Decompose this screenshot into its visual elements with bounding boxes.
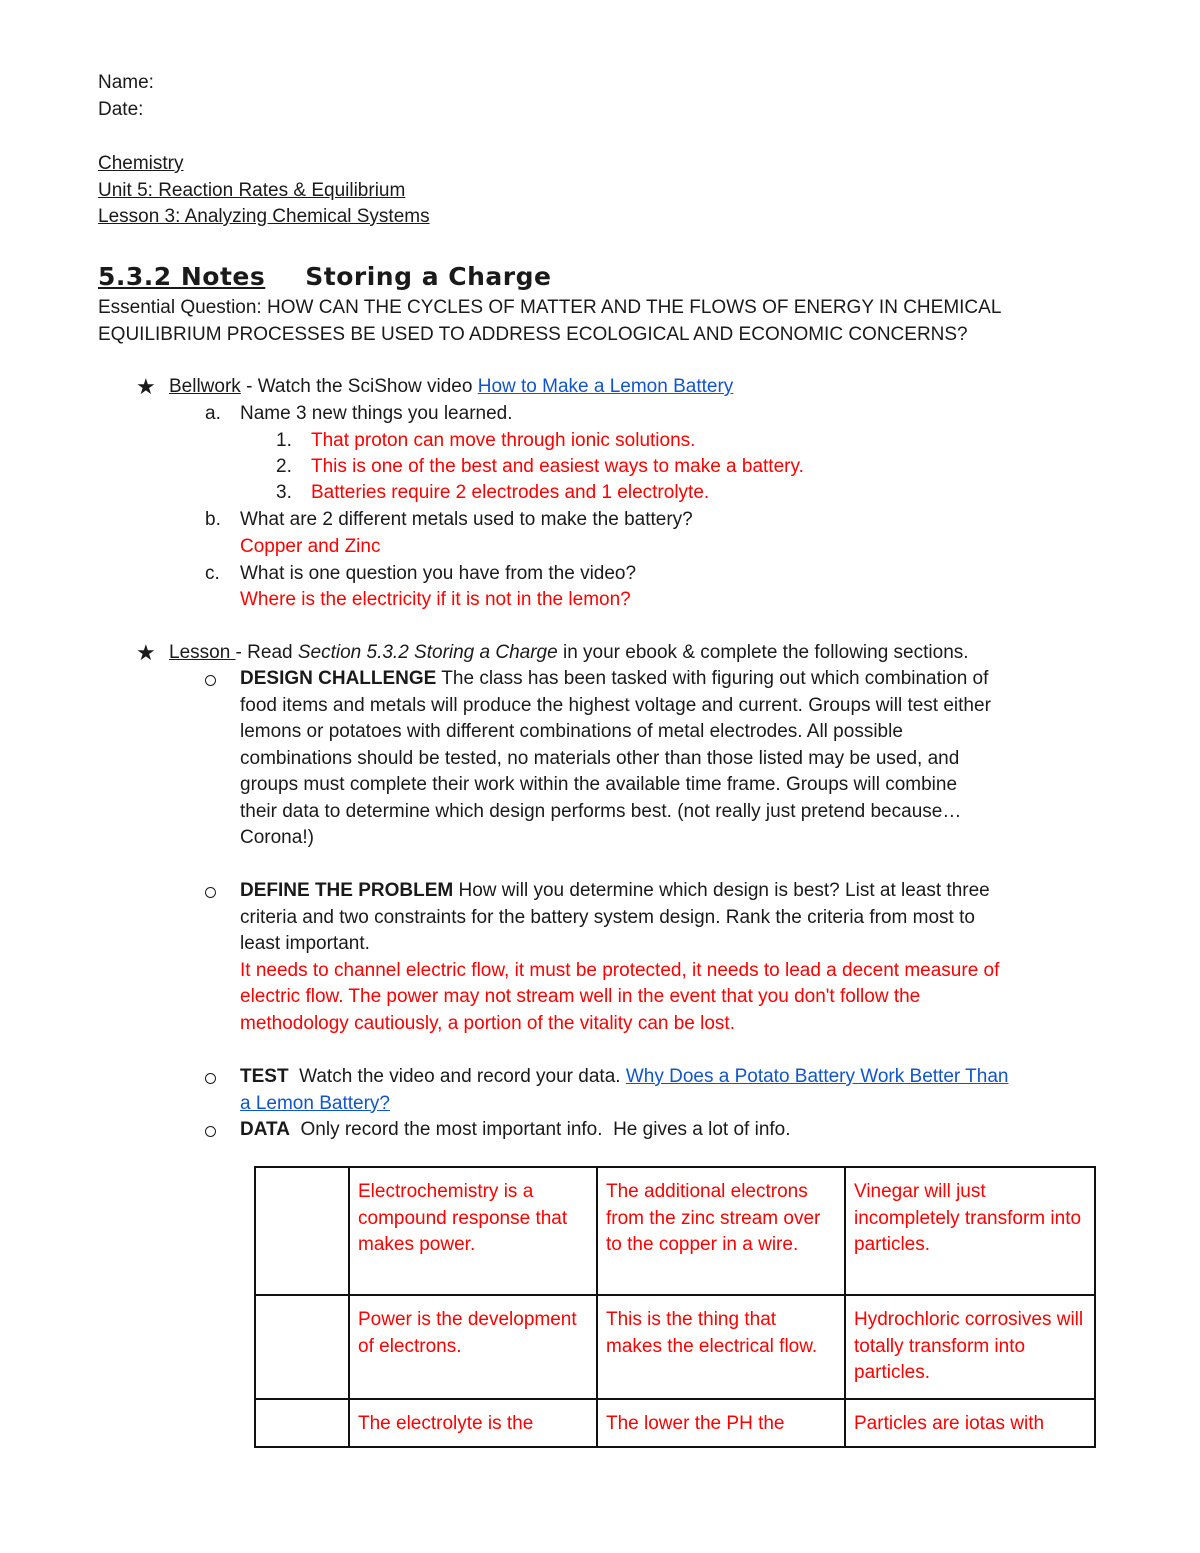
list-marker: c. xyxy=(205,563,220,584)
bellwork-question-c: What is one question you have from the video? xyxy=(240,563,637,584)
notes-title: Storing a Charge xyxy=(305,262,552,291)
answer-a2: This is one of the best and easiest ways to make a battery. xyxy=(311,456,804,477)
design-challenge: DESIGN CHALLENGE The class has been tasked with figuring out which combination of food items and metals will produce the highest voltage and current. Groups will test either lemons or potatoes with different combinations of metal electrodes. All possible combinations should be tested, no materials other than those listed may be used, and groups must complete their work within the available time frame. Groups will combine their data to determine which design performs best. (not really just pretend because… Corona!) xyxy=(240,668,991,848)
define-the-problem: DEFINE THE PROBLEM How will you determine which design is best? List at least three criteria and two constraints for the battery system design. Rank the criteria from most to least important. It needs to channel electric flow, it must be protected, it needs to lead a decent measure of electric flow. The power may not stream well in the event that you don't follow the methodology cautiously, a portion of the vitality can be lost. xyxy=(240,880,1000,1034)
table-cell: Particles are iotas with xyxy=(845,1399,1095,1447)
answer-a3: Batteries require 2 electrodes and 1 electrolyte. xyxy=(311,482,710,503)
lemon-battery-link[interactable]: How to Make a Lemon Battery xyxy=(477,376,734,397)
table-cell xyxy=(255,1295,349,1399)
circle-bullet-icon xyxy=(205,887,216,898)
bellwork-question-a: Name 3 new things you learned. xyxy=(240,403,513,424)
data-section: DATA Only record the most important info. He gives a lot of info. xyxy=(240,1119,791,1140)
table-cell: Hydrochloric corrosives will totally transform into particles. xyxy=(845,1295,1095,1399)
table-cell: Power is the development of electrons. xyxy=(349,1295,597,1399)
page-title xyxy=(98,262,551,291)
bellwork-instruction: Bellwork - Watch the SciShow video How to Make a Lemon Battery xyxy=(169,376,734,397)
essential-question-line1: Essential Question: HOW CAN THE CYCLES OF MATTER AND THE FLOWS OF ENERGY IN CHEMICAL xyxy=(98,297,1002,318)
table-cell: The electrolyte is the xyxy=(349,1399,597,1447)
star-bullet-icon: ★ xyxy=(136,374,156,399)
table-row xyxy=(255,1399,1095,1447)
answer-b: Copper and Zinc xyxy=(240,536,381,557)
table-cell xyxy=(255,1167,349,1295)
list-marker: 3. xyxy=(276,482,292,503)
circle-bullet-icon xyxy=(205,1073,216,1084)
table-cell: The additional electrons from the zinc stream over to the copper in a wire. xyxy=(597,1167,845,1295)
potato-battery-link[interactable]: Why Does a Potato Battery Work Better Than xyxy=(625,1066,1009,1087)
list-marker: b. xyxy=(205,509,221,530)
table-row xyxy=(255,1167,1095,1295)
essential-question-line2: EQUILIBRIUM PROCESSES BE USED TO ADDRESS ECOLOGICAL AND ECONOMIC CONCERNS? xyxy=(98,324,968,345)
star-bullet-icon: ★ xyxy=(136,640,156,665)
circle-bullet-icon xyxy=(205,1126,216,1137)
date-label: Date: xyxy=(98,99,144,120)
table-cell: The lower the PH the xyxy=(597,1399,845,1447)
course-heading: Chemistry xyxy=(98,153,184,174)
lesson-heading: Lesson 3: Analyzing Chemical Systems xyxy=(98,206,430,227)
bellwork-question-b: What are 2 different metals used to make the battery? xyxy=(240,509,693,530)
table-cell: This is the thing that makes the electrical flow. xyxy=(597,1295,845,1399)
name-label: Name: xyxy=(98,72,154,93)
table-cell: Electrochemistry is a compound response that makes power. xyxy=(349,1167,597,1295)
answer-a1: That proton can move through ionic solutions. xyxy=(311,430,696,451)
table-cell: Vinegar will just incompletely transform into particles. xyxy=(845,1167,1095,1295)
test-section: TEST Watch the video and record your data. Why Does a Potato Battery Work Better Than a Lemon Battery? xyxy=(240,1066,1009,1114)
lesson-instruction: Lesson - Read Section 5.3.2 Storing a Charge in your ebook & complete the following sections. xyxy=(169,642,969,663)
unit-heading: Unit 5: Reaction Rates & Equilibrium xyxy=(98,180,406,201)
circle-bullet-icon xyxy=(205,675,216,686)
notes-number: 5.3.2 Notes xyxy=(98,262,266,291)
list-marker: 1. xyxy=(276,430,292,451)
answer-c: Where is the electricity if it is not in the lemon? xyxy=(240,589,631,610)
potato-battery-link-cont[interactable]: a Lemon Battery? xyxy=(240,1092,390,1114)
data-table xyxy=(254,1166,1096,1448)
table-row xyxy=(255,1295,1095,1399)
list-marker: 2. xyxy=(276,456,292,477)
table-cell xyxy=(255,1399,349,1447)
list-marker: a. xyxy=(205,403,221,424)
